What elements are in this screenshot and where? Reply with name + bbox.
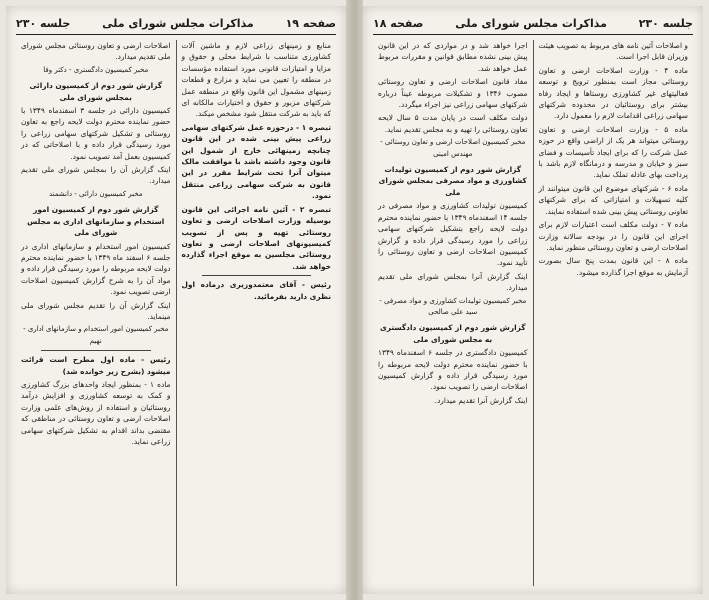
paragraph: اینک گزارش آنرا بمجلس شورای ملی تقدیم میدارد. xyxy=(378,271,528,293)
column-right xyxy=(534,40,694,586)
paragraph: دولت مکلف است در پایان مدت ۵ سال لایحه تعاون روستائی را تهیه و به مجلس تقدیم نماید. xyxy=(378,113,528,134)
paragraph: اینک گزارش آن را بمجلس شورای ملی تقدیم میدارد. xyxy=(21,165,171,186)
signature: مخبر کمیسیون اصلاحات ارضی و تعاون روستائی - مهندس امینی xyxy=(380,138,526,158)
paragraph: رئیس - ماده اول مطرح است قرائت میشود (بشرح زیر خوانده شد) xyxy=(21,355,171,376)
paragraph: ماده ۸ - این قانون بمدت پنج سال بصورت آزمایش به موقع اجرا گذارده میشود. xyxy=(538,256,688,277)
session-number: جلسه ۲۳۰ xyxy=(16,16,71,30)
paragraph: اینک گزارش آن را تقدیم مجلس شورای ملی مینماید. xyxy=(21,300,171,321)
column-left xyxy=(16,40,177,586)
column-right xyxy=(177,40,337,586)
page-right xyxy=(363,6,703,594)
paragraph: مفاد قانون اصلاحات ارضی و تعاون روستائی مصوب ۱۳۴۶ و تشکیلات مربوطه عیناً درباره شرکتهای سهامی زراعی نیز اجراء میگردد. xyxy=(378,77,528,110)
paragraph: تبصره ۲ - آئین نامه اجرائی این قانون بوسیله وزارت اصلاحات ارضی و تعاون روستائی تهیه و پس از تصویب کمیسیونهای اصلاحات ارضی و تعاون روستائی مجلسین به موقع اجراء گذارده خواهد شد. xyxy=(181,204,332,271)
paragraph: کمیسیون دارائی در جلسه ۳ اسفندماه ۱۳۴۹ با حضور نماینده محترم دولت لایحه راجع به تعاون روستائی و تشکیل شرکتهای سهامی زراعی را مورد رسیدگی قرار داده و با اصلاحاتی که در کمیسیون بعمل آمد تصویب نمود. xyxy=(21,106,171,161)
paragraph: ماده ۶ - شرکتهای موضوع این قانون میتوانند از کلیه تسهیلات و امتیازاتی که برای شرکتهای تعاونی روستائی پیش بینی شده استفاده نمایند. xyxy=(538,183,688,216)
paragraph: ماده ۴ - وزارت اصلاحات ارضی و تعاون روستائی مجاز است بمنظور ترویج و توسعه فعالیتهای غیر کشاورزی روستاها و ایجاد رفاه بیشتر برای روستائیان در محدوده شرکتهای سهامی زراعی اقدامات لازم را معمول دارد. xyxy=(538,65,688,121)
text-columns xyxy=(16,40,336,586)
page-left xyxy=(6,6,346,594)
paragraph: اجرا خواهد شد و در مواردی که در این قانون پیش بینی نشده مطابق قوانین و مقررات مربوط عمل خواهد شد. xyxy=(378,41,528,73)
paragraph: کمیسیون دادگستری در جلسه ۶ اسفندماه ۱۳۴۹ با حضور نماینده محترم دولت لایحه مربوطه را مورد رسیدگی قرار داده و گزارش کمیسیون اصلاحات ارضی را تصویب نمود. xyxy=(378,348,528,392)
paragraph: اصلاحات ارضی و تعاون روستائی مجلس شورای ملی تقدیم میدارد. xyxy=(21,41,171,62)
paragraph: ماده ۱ - بمنظور ایجاد واحدهای بزرگ کشاورزی و کمک به توسعه کشاورزی و افزایش درآمد روستائیان و استفاده از روش‌های علمی وزارت اصلاحات ارضی و تعاون روستائی در مناطقی که مقتضی بداند اقدام به تشکیل شرکتهای سهامی زراعی نماید. xyxy=(21,379,171,446)
section-heading: گزارش شور دوم از کمیسیون تولیدات کشاورزی و مواد مصرفی بمجلس شورای ملی xyxy=(378,165,527,197)
signature: مخبر کمیسیون تولیدات کشاورزی و مواد مصرفی - سید علی صالحی xyxy=(379,296,527,316)
paragraph: رئیس - آقای معتمدوزیری درماده اول نظری دارید بفرمائید. xyxy=(181,280,331,301)
paragraph: ماده ۵ - وزارت اصلاحات ارضی و تعاون روستائی میتواند هر یک از اراضی واقع در حوزه عمل شرکت را که برای ایجاد تأسیسات و فضای سبز و خیابان و مدرسه و درمانگاه لازم باشد با پرداخت بهای عادله تملک نماید. xyxy=(538,124,688,180)
session-number: جلسه ۲۳۰ xyxy=(638,16,693,30)
page-number: صفحه ۱۸ xyxy=(373,16,424,30)
paragraph: کمیسیون تولیدات کشاورزی و مواد مصرفی در جلسه ۱۴ اسفندماه ۱۳۴۹ با حضور نماینده محترم دولت لایحه راجع بتشکیل شرکتهای سهامی زراعی را مورد رسیدگی قرار داده و گزارش کمیسیون اصلاحات ارضی و تعاون روستائی را تأیید نمود. xyxy=(378,201,528,268)
divider xyxy=(202,275,312,276)
page-header xyxy=(373,12,693,35)
paragraph: کمیسیون امور استخدام و سازمانهای اداری در جلسه ۶ اسفند ماه ۱۳۴۹ با حضور نماینده محترم دولت لایحه مربوطه را مورد رسیدگی قرار داده و مواد آن را به شرح گزارش کمیسیون اصلاحات ارضی تصویب نمود. xyxy=(21,241,171,297)
page-title: مذاکرات مجلس شورای ملی xyxy=(102,16,254,30)
column-left xyxy=(373,40,534,586)
binding-gutter xyxy=(346,0,363,600)
page-number: صفحه ۱۹ xyxy=(285,16,336,30)
signature: مخبر کمیسیون امور استخدام و سازمانهای اداری - نهیم xyxy=(23,325,169,345)
page-title: مذاکرات مجلس شورای ملی xyxy=(455,16,607,30)
text-columns xyxy=(373,40,693,586)
page-header xyxy=(16,12,336,35)
divider xyxy=(41,350,151,351)
paragraph: و اصلاحات آئین نامه های مربوط به تصویب هیئت وزیران قابل اجرا است. xyxy=(538,41,688,62)
paragraph: اینک گزارش آنرا تقدیم میدارد. xyxy=(434,395,528,405)
paragraph: ماده ۷ - دولت مکلف است اعتبارات لازم برای اجرای این قانون را در بودجه سالانه وزارت اصلاحات ارضی و تعاون روستائی منظور نماید. xyxy=(538,220,688,252)
signature: مخبر کمیسیون دارائی - دانشمند xyxy=(48,189,143,198)
section-heading: گزارش شور دوم از کمیسیون دارائی بمجلس شورای ملی xyxy=(29,81,163,102)
paragraph: منابع و زمینهای زراعی لازم و ماشین آلات کشاورزی متناسب با شرایط محلی و حقوق و مزایا و امتیازات قانونی مورد استفاده مؤسسات در منطقه را تعیین می نماید و مزارع و قطعات زمینهای مشمول این قانون واقع در منطقه عمل شرکتهای مزبور و حقوق و اختیارات مالکانه ای که باید به شرکت منتقل شود مشخص میکند. xyxy=(181,41,331,119)
section-heading: گزارش شور دوم از کمیسیون دادگستری به مجلس شورای ملی xyxy=(379,323,526,344)
paragraph: تبصره ۱ - درحوزه عمل شرکتهای سهامی زراعی پیش بینی شده در این قانون چنانچه زمینهائی خارج از شمول این قانون وجود داشته باشد با موافقت مالک میتوان آنرا تحت شرایط مقرر در این قانون به شرکت سهامی زراعی منتقل نمود. xyxy=(181,122,331,201)
section-heading: گزارش شور دوم از کمیسیون امور استخدام و سازمانهای اداری به مجلس شورای ملی xyxy=(27,205,165,238)
signature: مخبر کمیسیون دادگستری - دکتر وفا xyxy=(43,65,149,74)
